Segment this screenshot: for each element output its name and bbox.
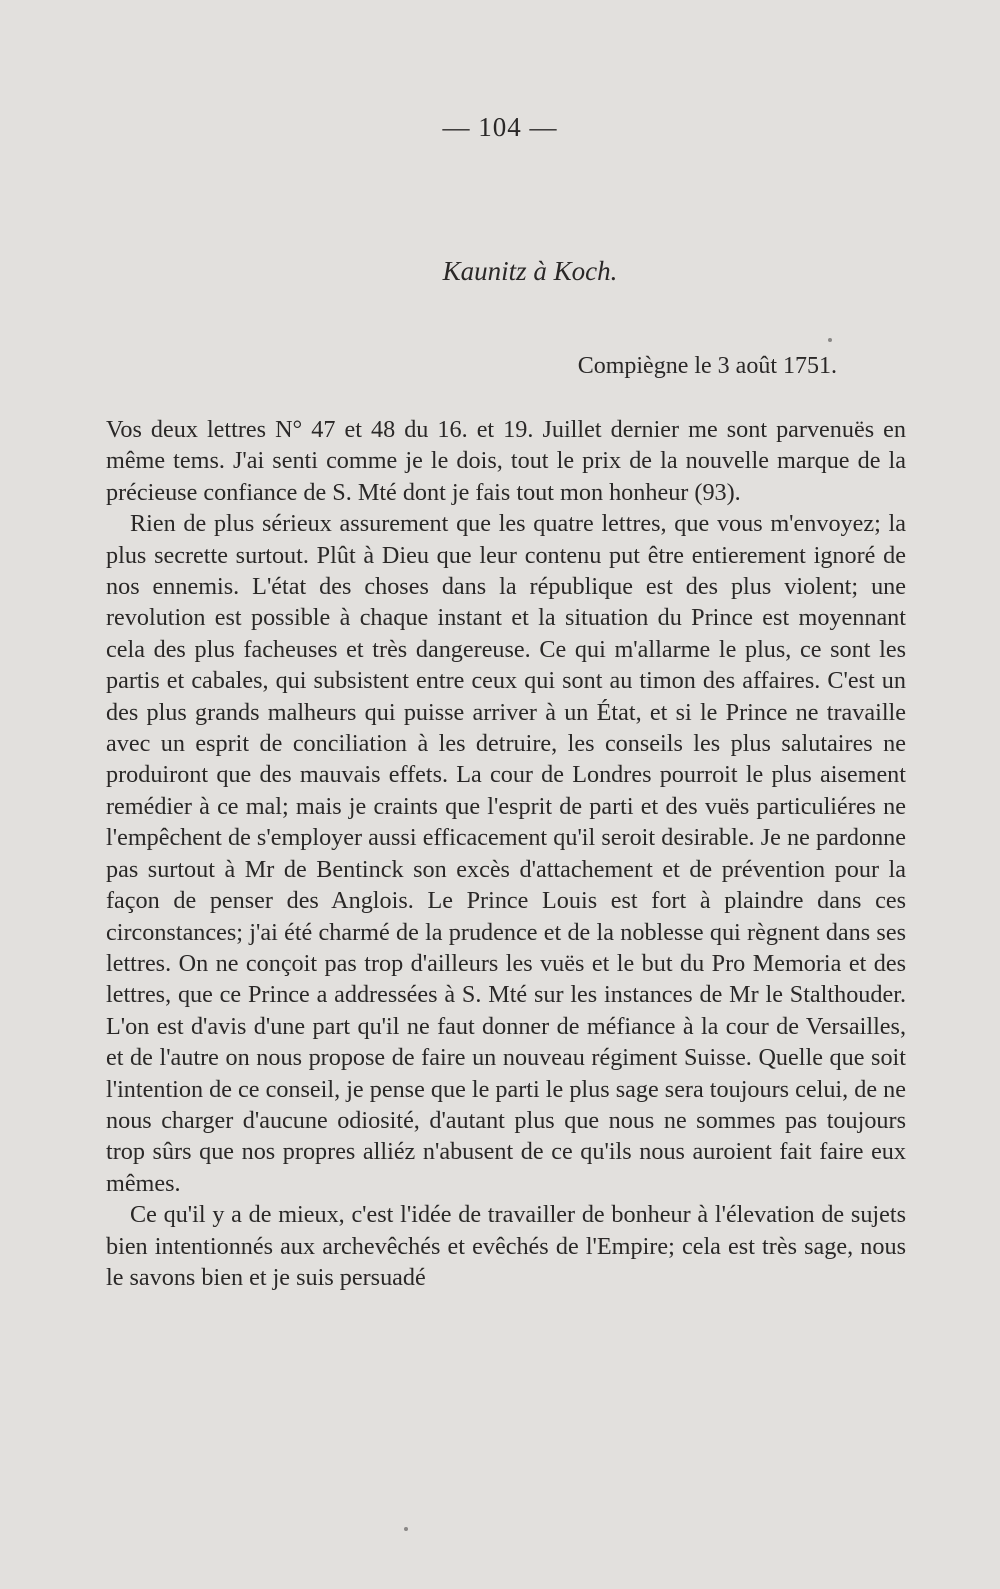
paper-speck <box>828 338 832 342</box>
paragraph-2: Rien de plus sérieux assurement que les quatre lettres, que vous m'envoyez; la plus secrette surtout. Plût à Dieu que leur contenu put être entierement ignoré de nos ennemis. L'état des choses dans la république est des plus violent; une revolution est possible à chaque instant et la situation du Prince est moyennant cela des plus facheuses et très dangereuse. Ce qui m'allarme le plus, ce sont les partis et cabales, qui subsistent entre ceux qui sont au timon des affaires. C'est un des plus grands malheurs qui puisse arriver à un État, et si le Prince ne travaille avec un esprit de conciliation à les detruire, les conseils les plus salutaires ne produiront que des mauvais effets. La cour de Londres pourroit le plus aisement remédier à ce mal; mais je craints que l'esprit de parti et des vuës particuliéres ne l'empêchent de s'employer aussi efficacement qu'il seroit desirable. Je ne pardonne pas surtout à Mr de Bentinck son excès d'attachement et de prévention pour la façon de penser des Anglois. Le Prince Louis est fort à plaindre dans ces circonstances; j'ai été charmé de la prudence et de la noblesse qui règnent dans ses lettres. On ne conçoit pas trop d'ailleurs les vuës et le but du Pro Memoria et des lettres, que ce Prince a addressées à S. Mté sur les instances de Mr le Stalthouder. L'on est d'avis d'une part qu'il ne faut donner de méfiance à la cour de Versailles, et de l'autre on nous propose de faire un nouveau régiment Suisse. Quelle que soit l'intention de ce conseil, je pense que le parti le plus sage sera toujours celui, de ne nous charger d'aucune odiosité, d'autant plus que nous ne sommes pas toujours trop sûrs que nos propres alliéz n'abusent de ce qu'ils nous auroient fait faire eux mêmes. <box>106 510 906 1197</box>
paragraph-1: Vos deux lettres N° 47 et 48 du 16. et 19. Juillet dernier me sont parvenuës en même tems. J'ai senti comme je le dois, tout le prix de la nouvelle marque de la précieuse confiance de S. Mté dont je fais tout mon honheur (93). <box>106 416 906 506</box>
letter-body <box>106 414 906 1293</box>
paper-speck <box>404 1527 408 1531</box>
paragraph-3: Ce qu'il y a de mieux, c'est l'idée de travailler de bonheur à l'élevation de sujets bien intentionnés aux archevêchés et evêchés de l'Empire; cela est très sage, nous le savons bien et je suis persuadé <box>106 1201 906 1291</box>
letter-dateline: Compiègne le 3 août 1751. <box>577 353 837 379</box>
letter-heading: Kaunitz à Koch. <box>442 256 618 286</box>
page-number: — 104 — <box>442 112 558 142</box>
